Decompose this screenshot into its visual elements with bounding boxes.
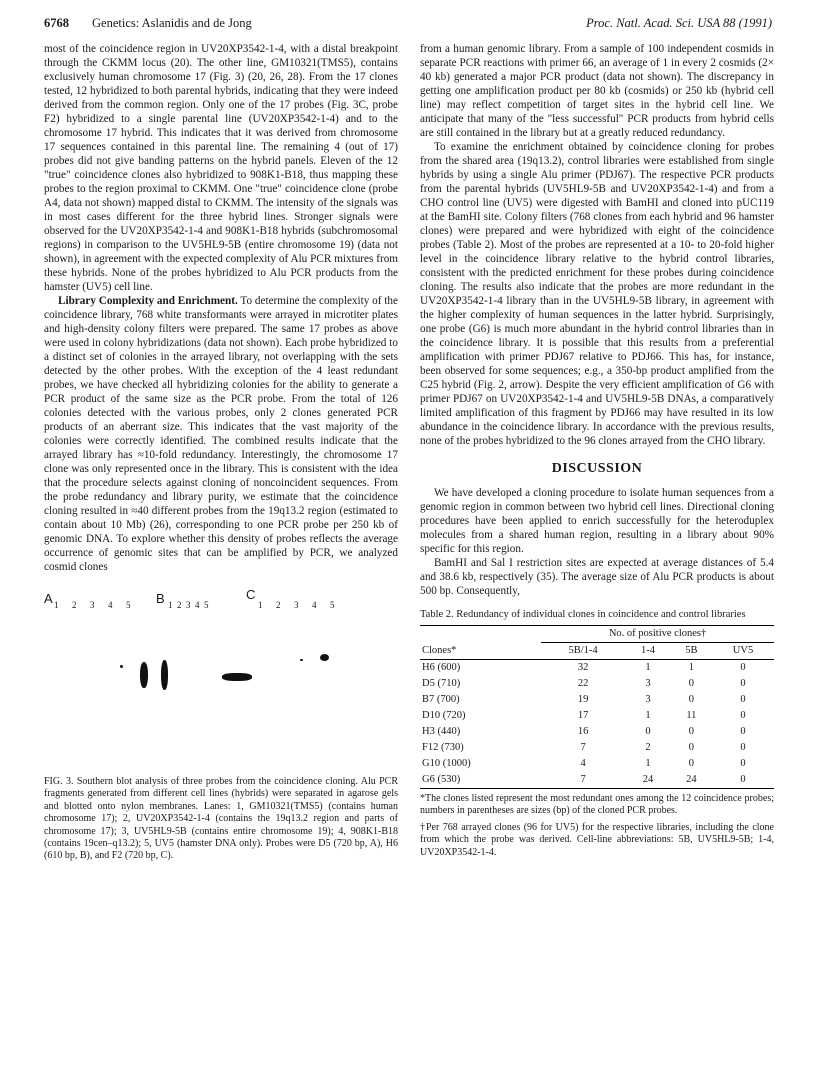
panel-label-a: A [44,591,53,606]
lane-label: 4 [195,600,200,610]
table-cell: H6 (600) [422,662,461,673]
table-cell: 4 [580,758,586,769]
table-footnote: *The clones listed represent the most redundant ones among the 12 coincidence probes; numbers in parentheses are sizes (bp) of the cloned PCR probes. [420,793,774,817]
table-cell: 17 [577,710,589,721]
table-cell: 32 [577,662,589,673]
table-cell: 3 [645,694,651,705]
table-row [420,724,774,740]
lane-label: 1 [54,600,59,610]
blot-band [140,662,148,688]
table-header-cell: 1-4 [640,645,655,656]
table-cell: B7 (700) [422,694,460,705]
paragraph: To examine the enrichment obtained by coincidence cloning for probes from the shared area (19q13.2), control libraries were established from single hybrids by using a single Alu primer (PDJ67). The respective PCR products from the parental hybrids (UV5HL9-5B and UV20XP3542-1-4) and from a CHO control line (UV5) were digested with BamHI and cloned into pUC119 at the BamHI site. Colony filters (768 clones from each hybrid and 96 hamster clones) were prepared and were hybridized with eight of the coincidence probes (Table 2). Most of the probes are represented at a 10- to 20-fold higher level in the coincidence library relative to the hybrid control libraries, consistent with the predicted enrichment for these probes during coincidence cloning. The results also indicate that the probes are more redundant in the UV20XP3542-1-4 library than in the UV5HL9-5B library, in agreement with the higher complexity of human sequences in the latter hybrid. Surprisingly, one probe (G6) is much more abundant in the hybrid control libraries than in the coincidence library. It is possible that this results from a preferential amplification with primer PDJ67 relative to PDJ66. This has, for instance, been observed for some sequences; e.g., a 350-bp product amplified from the C25 hybrid (Fig. 2, arrow). Despite the very efficient amplification of G6 with primer PDJ67 on UV20XP3542-1-4 and UV5HL9-5B DNAs, a comparatively limited amplification of this fragment by PDJ66 may have resulted in its low abundance in the coincidence library. In accordance with the previous results, none of the probes hybridized to the 96 clones arrayed from the CHO library. [420,141,774,447]
journal-citation: Proc. Natl. Acad. Sci. USA 88 (1991) [586,16,772,30]
table-cell: 16 [577,726,589,737]
lane-label: 2 [276,600,281,610]
lane-label: 3 [90,600,95,610]
lane-labels-a [54,598,144,612]
figure-3 [44,582,398,772]
table-cell: 1 [645,662,651,673]
table-cell: F12 (730) [422,742,464,753]
page-header [44,16,772,32]
table-row [420,772,774,789]
lane-label: 5 [204,600,209,610]
table-cell: 0 [740,758,746,769]
table-header-cell [420,626,541,643]
lane-label: 3 [294,600,299,610]
table-cell: 0 [688,694,694,705]
table-cell: 0 [740,678,746,689]
table-header-cell: UV5 [732,645,754,656]
table-row [420,676,774,692]
table-row [420,660,774,677]
running-title: Genetics: Aslanidis and de Jong [92,16,252,30]
paragraph: from a human genomic library. From a sample of 100 independent cosmids in separate PCR reactions with primer 66, an average of 1 in every 2 cosmids (2× 40 kb) generated a major PCR product (data not shown). The discrepancy in getting one amplification product per 80 kb (cosmids) or 250 kb (hybrid cell line) may reflect competition of target sites in the hybrid cell line. We anticipate that many of the "less successful" PCR products from hybrid cells are still contained in the library but at a greatly reduced redundancy. [420,43,774,139]
lane-label: 4 [312,600,317,610]
table-cell: 0 [688,678,694,689]
table-cell: G10 (1000) [422,758,471,769]
lane-label: 1 [168,600,173,610]
paragraph [44,294,398,574]
table-header-cell: Clones* [422,644,457,656]
table-cell: D5 (710) [422,678,461,689]
blot-band [120,665,123,668]
table-cell: 3 [645,678,651,689]
table-cell: G6 (530) [422,774,461,785]
table-cell: 0 [688,726,694,737]
lane-label: 5 [126,600,131,610]
table-cell: 19 [577,694,589,705]
lane-label: 2 [72,600,77,610]
table-cell: H3 (440) [422,726,461,737]
table-cell: 0 [740,662,746,673]
paragraph-text: To determine the complexity of the coincidence library, 768 white transformants were arrayed in microtiter plates and high-density colony filters were prepared. The same 17 probes as above were used in colony hybridizations (data not shown). Each probe hybridized to a distinct set of colonies in the arrayed library, not overlapping with the sets detected by the other probes. With the exception of the 4 least redundant probes, we have checked all hybridizing colonies for the ability to generate a PCR product of the same size as the PCR probe. From the total of 126 colonies detected with the various probes, only 2 clones generated PCR products of an aberrant size. This indicates that the vast majority of the colonies were correctly identified. The combined results indicate that the arrayed library has ≈10-fold redundancy. Interestingly, the chromosome 17 clone was only represented once in the library. This is consistent with the idea that the procedure selects against cloning of noncoincident sequences. From the probe redundancy and library purity, we estimate that the coincidence cloning resulted in ≈40 different probes from the 19q13.2 region (estimated to contain about 10 Mb) (26), corresponding to one PCR probe per 250 kb of genomic DNA. To explore whether this density of probes reflects the average occurrence of genomic sites that can be amplified by PCR, we analyzed cosmid clones [44,295,398,573]
paragraph: We have developed a cloning procedure to isolate human sequences from a genomic region in common between two hybrid cell lines. Directional cloning procedures have been applied to enrich successfully for the heteroduplex molecules from a shared human region, resulting in a library about 90% specific for this region. [420,487,774,555]
table-cell: 0 [740,694,746,705]
table-group-header: No. of positive clones† [541,626,774,643]
lane-label: 2 [177,600,182,610]
panel-label-b: B [156,591,165,606]
table-cell: 0 [740,710,746,721]
paragraph: most of the coincidence region in UV20XP3542-1-4, with a distal breakpoint through the CKMM locus (20). The other line, GM10321(TMS5), contains exclusively human chromosome 17 (Fig. 3) (20, 26, 28). From the 17 clones tested, 12 hybridized to both parental hybrids, indicating that they were indeed derived from the common region. Only one of the 17 probes (Fig. 3C, probe F2) hybridized to a single parental line (UV20XP3542-1-4) and to the chromosome 17 hybrid. This indicates that it was derived from chromosome 17 sequences contained in this parental line. The remaining 4 (out of 17) probes did not give banding patterns on the hybrid panels. Eleven of the 12 "true" coincidence clones also hybridized to 908K1-B18, thus mapping these probes to the region proximal to CKMM. One "true" coincidence clone (probe A4, data not shown) mapped distal to CKMM. The intensity of the signals was in most cases different for the three hybrid lines. Stronger signals were observed for the UV20XP3542-1-4 and 908K1-B18 hybrids (subchromosomal regions) in comparison to the UV5HL9-5B (entire chromosome 19) (data not shown), in agreement with the expected complexity of Alu PCR mixtures from these hybrids. None of the probes hybridized to Alu PCR products from the hamster (UV5) cell line. [44,43,398,293]
blot-band [161,660,168,690]
page-number: 6768 [44,16,69,30]
table-cell: 2 [645,742,651,753]
table-cell: 0 [688,758,694,769]
table-cell: 0 [740,742,746,753]
table-caption: Table 2. Redundancy of individual clones in coincidence and control libraries [420,609,746,620]
lane-label: 4 [108,600,113,610]
table-cell: 0 [740,774,746,785]
table-cell: 7 [580,742,586,753]
lane-labels-b [168,598,213,612]
table-cell: 22 [577,678,589,689]
table-header-cell: 5B [685,645,698,656]
figure-caption: FIG. 3. Southern blot analysis of three probes from the coincidence cloning. Alu PCR fragments generated from different cell lines (hybrids) were separated in agarose gels and blotted onto nylon membranes. Lanes: 1, GM10321(TMS5) (contains human chromosome 17); 2, UV20XP3542-1-4 (contains the 19q13.2 region and parts of chromosome 17); 3, UV5HL9-5B (contains entire chromosome 19); 4, 908K1-B18 (contains 19cen–q13.2); 5, UV5 (hamster DNA only). Probes were D5 (720 bp, A), H6 (610 bp, B), and F2 (720 bp, C). [44,776,398,862]
table-cell: 0 [740,726,746,737]
table-cell: 1 [688,662,694,673]
right-column [420,42,774,859]
table-cell: 1 [645,758,651,769]
section-title: Library Complexity and Enrichment. [58,295,238,307]
table-cell: D10 (720) [422,710,466,721]
table-row [420,708,774,724]
table-cell: 24 [642,774,654,785]
lane-label: 1 [258,600,263,610]
lane-label: 5 [330,600,335,610]
table-row [420,756,774,772]
blot-band [222,673,252,681]
table-row [420,740,774,756]
section-heading: DISCUSSION [551,461,643,476]
table-cell: 0 [688,742,694,753]
table-cell: 11 [686,710,697,721]
lane-labels-c [258,598,348,612]
left-column [44,42,398,863]
blot-band [300,659,303,661]
table-cell: 24 [686,774,697,785]
table-2 [420,625,774,789]
panel-label-c: C [246,587,256,602]
table-cell: 1 [645,710,651,721]
table-header-cell: 5B/1-4 [568,645,598,656]
paragraph: BamHI and Sal I restriction sites are expected at average distances of 5.4 and 38.6 kb, respectively (35). The average size of Alu PCR products is about 500 bp. Consequently, [420,557,774,597]
lane-label: 3 [186,600,191,610]
table-row [420,692,774,708]
blot-band [320,654,329,661]
table-footnote: †Per 768 arrayed clones (96 for UV5) for the respective libraries, including the clone from which the probe was derived. Cell-line abbreviations: 5B, UV5HL9-5B; 1-4, UV20XP3542-1-4. [420,821,774,858]
table-cell: 0 [645,726,651,737]
table-cell: 7 [580,774,586,785]
